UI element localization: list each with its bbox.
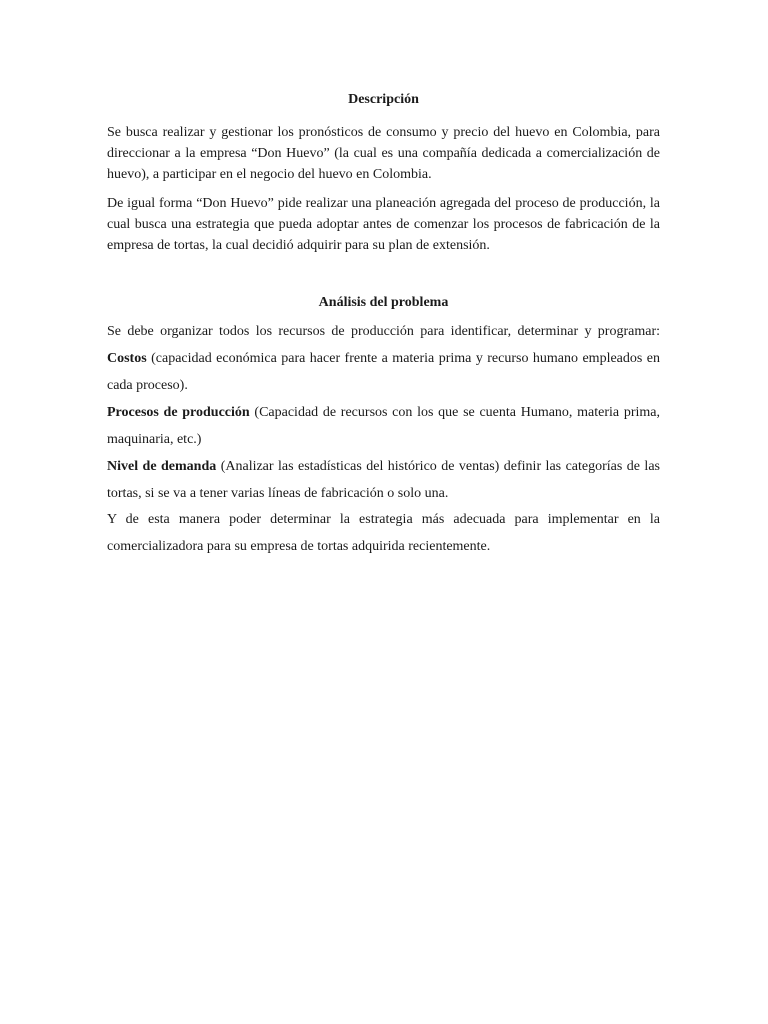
analisis-paragraph-procesos xyxy=(107,399,660,453)
section-title-analisis: Análisis del problema xyxy=(318,295,449,310)
costos-label: Costos xyxy=(107,351,147,366)
descripcion-paragraph-2: De igual forma “Don Huevo” pide realizar una planeación agregada del proceso de producción, la cual busca una estrategia que pueda adoptar antes de comenzar los procesos de fabricación de la empresa de tortas, la cual decidió adquirir para su plan de extensión. xyxy=(107,196,660,253)
costos-text: (capacidad económica para hacer frente a materia prima y recurso humano empleados en cada proceso). xyxy=(107,351,660,393)
analisis-paragraph-conclusion: Y de esta manera poder determinar la estrategia más adecuada para implementar en la comercializadora para su empresa de tortas adquirida recientemente. xyxy=(107,512,660,554)
descripcion-paragraph-1: Se busca realizar y gestionar los pronósticos de consumo y precio del huevo en Colombia, para direccionar a la empresa “Don Huevo” (la cual es una compañía dedicada a comercialización de huevo), a participar en el negocio del huevo en Colombia. xyxy=(107,125,660,182)
analisis-paragraph-costos xyxy=(107,318,660,399)
analisis-intro-text: Se debe organizar todos los recursos de producción para identificar, determinar y programar: xyxy=(107,324,660,339)
demanda-label: Nivel de demanda xyxy=(107,459,217,474)
procesos-text: (Capacidad de recursos con los que se cuenta Humano, materia prima, maquinaria, etc.) xyxy=(107,405,660,447)
demanda-text: (Analizar las estadísticas del histórico de ventas) definir las categorías de las tortas, si se va a tener varias líneas de fabricación o solo una. xyxy=(107,459,660,501)
analisis-paragraph-demanda xyxy=(107,453,660,507)
section-title-descripcion: Descripción xyxy=(348,92,419,107)
procesos-label: Procesos de producción xyxy=(107,405,250,420)
